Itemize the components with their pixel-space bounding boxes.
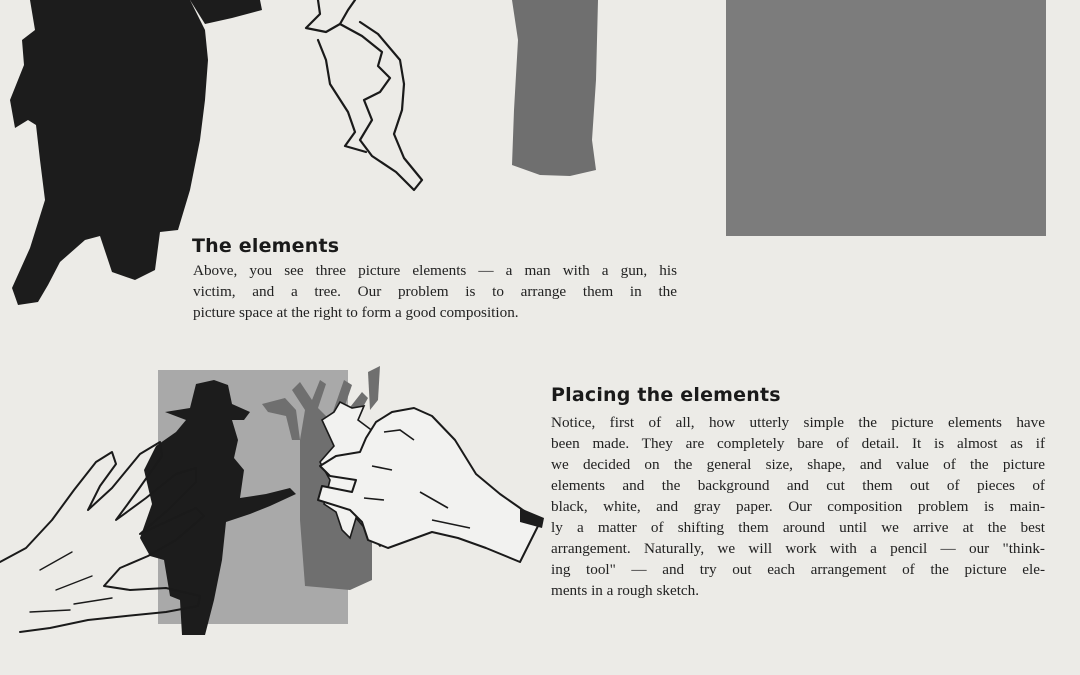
text-line: ing tool" — and try out each arrangement of the picture ele- [551,561,1045,578]
text-line: elements and the background and cut them out of pieces of [551,477,1045,494]
text-line: we decided on the general size, shape, and value of the picture [551,456,1045,473]
text-line: been made. They are completely bare of detail. It is almost as if [551,435,1045,452]
text-line: arrangement. Naturally, we will work with a pencil — our "think- [551,540,1045,557]
text-line: Notice, first of all, how utterly simple the picture elements have [551,414,1045,431]
text-line: ly a matter of shifting them around until we arrive at the best [551,519,1045,536]
text-line: ments in a rough sketch. [551,582,700,599]
hands-arranging-illustration [0,366,544,635]
victim-line-drawing [306,0,422,190]
text-line: victim, and a tree. Our problem is to arrange them in the [193,283,677,300]
paragraph-placing-the-elements [551,412,1045,601]
picture-space-rectangle [726,0,1046,236]
text-line: Above, you see three picture elements — a man with a gun, his [193,262,677,279]
text-line: black, white, and gray paper. Our composition problem is main- [551,498,1045,515]
paragraph-the-elements [193,260,677,323]
tree-element [512,0,598,176]
text-line: picture space at the right to form a good composition. [193,304,519,321]
heading-the-elements: The elements [192,235,340,257]
heading-placing-the-elements: Placing the elements [551,384,781,406]
